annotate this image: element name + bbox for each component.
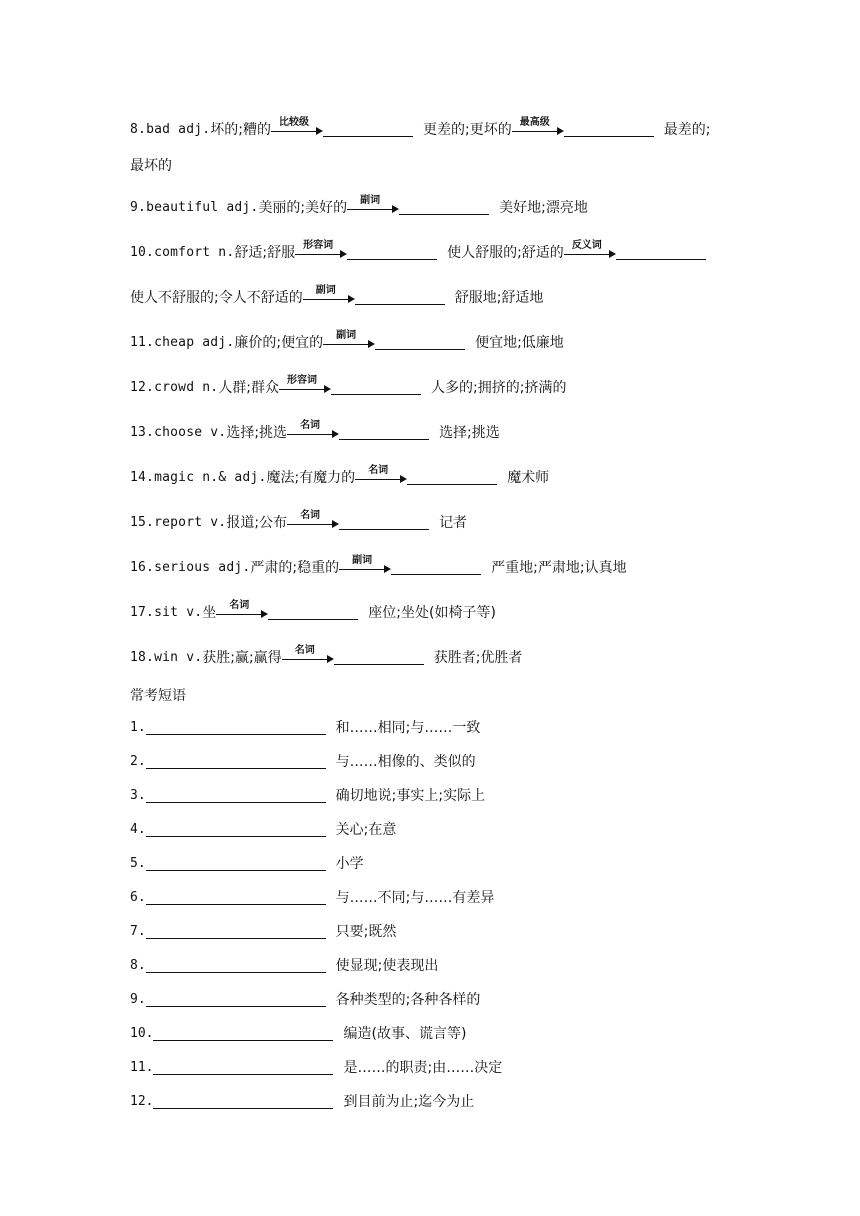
answer-blank[interactable]: [407, 470, 497, 485]
phrase-item: 3. 确切地说;事实上;实际上: [130, 788, 486, 804]
vocab-item-17: 17. sit v. 坐 名词 座位;坐处(如椅子等): [130, 600, 496, 621]
phrase-item: 10. 编造(故事、谎言等): [130, 1026, 467, 1042]
arrow-icon: 副词: [303, 288, 355, 308]
meaning: 坏的;糟的: [210, 122, 271, 138]
answer-blank[interactable]: [146, 958, 326, 973]
arrow-icon: 反义词: [564, 243, 616, 263]
vocab-item-16: 16. serious adj. 严肃的;稳重的 副词 严重地;严肃地;认真地: [130, 555, 627, 576]
phrase-item: 9. 各种类型的;各种各样的: [130, 992, 481, 1008]
answer-blank[interactable]: [153, 1060, 333, 1075]
arrow-icon: 名词: [216, 603, 268, 623]
phrase-item: 1. 和……相同;与……一致: [130, 720, 481, 736]
answer-blank[interactable]: [334, 650, 424, 665]
vocab-item-18: 18. win v. 获胜;赢;赢得 名词 获胜者;优胜者: [130, 645, 523, 666]
answer-blank[interactable]: [146, 856, 326, 871]
answer-blank[interactable]: [146, 720, 326, 735]
phrase-item: 11. 是……的职责;由……决定: [130, 1060, 503, 1076]
arrow-icon: 副词: [339, 558, 391, 578]
answer-blank[interactable]: [153, 1026, 333, 1041]
phrase-item: 8. 使显现;使表现出: [130, 958, 439, 974]
phrase-item: 4. 关心;在意: [130, 822, 397, 838]
answer-blank[interactable]: [146, 992, 326, 1007]
vocab-item-8: 8. bad adj. 坏的;糟的 比较级 更差的;更坏的 最高级 最差的;: [130, 117, 711, 138]
answer-blank[interactable]: [616, 245, 706, 260]
vocab-item-15: 15. report v. 报道;公布 名词 记者: [130, 510, 468, 531]
phrase-item: 7. 只要;既然: [130, 924, 397, 940]
answer-blank[interactable]: [268, 605, 358, 620]
answer-blank[interactable]: [564, 122, 654, 137]
phrase-item: 5. 小学: [130, 856, 364, 872]
answer-blank[interactable]: [331, 380, 421, 395]
arrow-icon: 最高级: [512, 120, 564, 140]
arrow-icon: 副词: [323, 333, 375, 353]
answer-blank[interactable]: [399, 200, 489, 215]
word: bad adj.: [146, 122, 211, 137]
vocab-item-10: 10. comfort n. 舒适;舒服 形容词 使人舒服的;舒适的 反义词: [130, 243, 716, 263]
phrase-item: 12. 到目前为止;迄今为止: [130, 1094, 475, 1110]
answer-blank[interactable]: [347, 245, 437, 260]
answer-blank[interactable]: [146, 754, 326, 769]
answer-blank[interactable]: [146, 924, 326, 939]
vocab-item-8-continued: 最坏的: [130, 158, 172, 174]
arrow-icon: 名词: [355, 468, 407, 488]
answer-blank[interactable]: [146, 822, 326, 837]
vocab-item-12: 12. crowd n. 人群;群众 形容词 人多的;拥挤的;挤满的: [130, 375, 567, 396]
item-number: 8.: [130, 122, 147, 137]
answer-blank[interactable]: [146, 788, 326, 803]
answer-blank[interactable]: [375, 335, 465, 350]
vocab-item-11: 11. cheap adj. 廉价的;便宜的 副词 便宜地;低廉地: [130, 330, 564, 351]
answer-blank[interactable]: [146, 890, 326, 905]
phrase-item: 6. 与……不同;与……有差异: [130, 890, 495, 906]
arrow-icon: 形容词: [295, 243, 347, 263]
answer-blank[interactable]: [339, 515, 429, 530]
vocab-item-13: 13. choose v. 选择;挑选 名词 选择;挑选: [130, 420, 500, 441]
vocab-item-14: 14. magic n.& adj. 魔法;有魔力的 名词 魔术师: [130, 465, 550, 486]
arrow-icon: 名词: [287, 513, 339, 533]
vocab-item-9: 9. beautiful adj. 美丽的;美好的 副词 美好地;漂亮地: [130, 195, 588, 216]
phrase-item: 2. 与……相像的、类似的: [130, 754, 476, 770]
vocab-item-10-continued: 使人不舒服的;令人不舒适的 副词 舒服地;舒适地: [130, 285, 544, 306]
arrow-icon: 名词: [287, 423, 339, 443]
answer-blank[interactable]: [355, 290, 445, 305]
section-title: 常考短语: [130, 688, 186, 704]
arrow-icon: 形容词: [279, 378, 331, 398]
answer-blank[interactable]: [339, 425, 429, 440]
answer-blank[interactable]: [391, 560, 481, 575]
answer-blank[interactable]: [153, 1094, 333, 1109]
answer-blank[interactable]: [323, 122, 413, 137]
arrow-icon: 副词: [347, 198, 399, 218]
arrow-icon: 比较级: [271, 120, 323, 140]
arrow-icon: 名词: [282, 648, 334, 668]
